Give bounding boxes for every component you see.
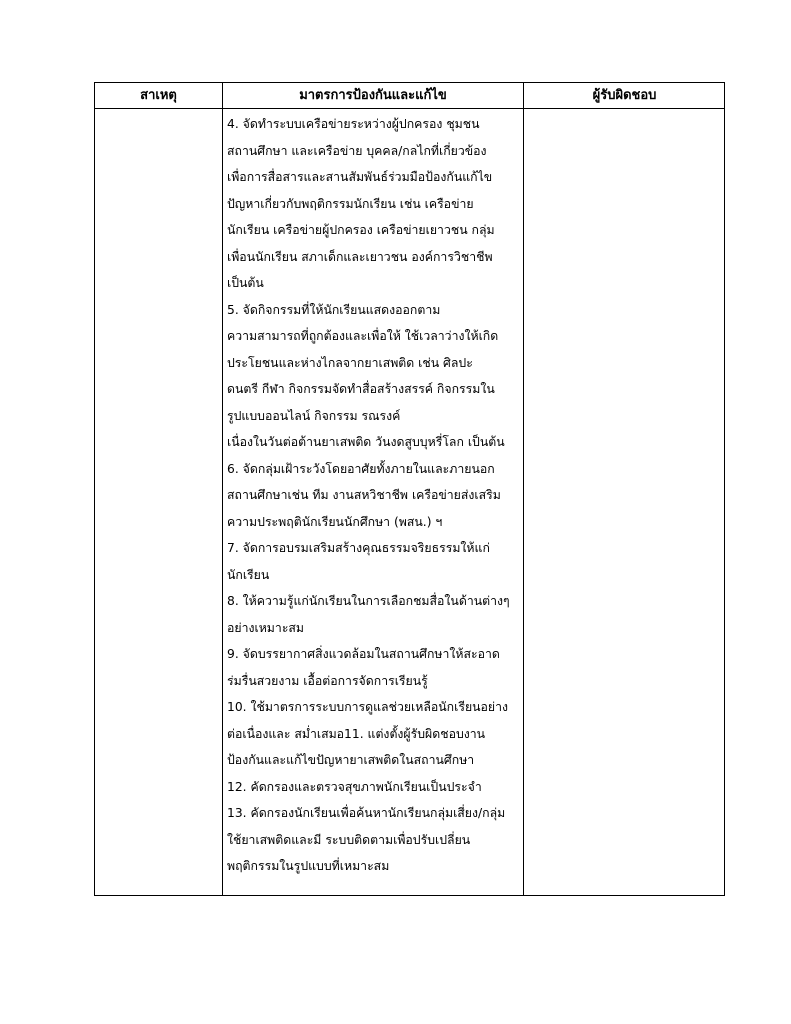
measure-line: สถานศึกษา และเครือข่าย บุคคล/กลไกที่เกี่ยวข้อง	[227, 143, 487, 158]
measure-line: ความประพฤตินักเรียนนักศึกษา (พสน.) ฯ	[227, 514, 443, 529]
header-responsible: ผู้รับผิดชอบ	[592, 88, 657, 103]
header-cause: สาเหตุ	[140, 88, 177, 103]
measure-line: 6. จัดกลุ่มเฝ้าระวังโดยอาศัยทั้งภายในและภายนอก	[227, 461, 495, 476]
measure-line: ความสามารถที่ถูกต้องและเพื่อให้ ใช้เวลาว่างให้เกิด	[227, 329, 499, 343]
measure-line: ต่อเนื่องและ สม่ำเสมอ11. แต่งตั้งผู้รับผิดชอบงาน	[227, 726, 486, 741]
measure-line: 12. คัดกรองและตรวจสุขภาพนักเรียนเป็นประจำ	[227, 779, 482, 794]
measure-line: ใช้ยาเสพติดและมี ระบบติดตามเพื่อปรับเปลี่ยน	[227, 832, 471, 847]
measure-line: เป็นต้น	[227, 276, 264, 290]
measure-line: นักเรียน	[227, 567, 270, 582]
measure-line: นักเรียน เครือข่ายผู้ปกครอง เครือข่ายเยาวชน กลุ่ม	[227, 223, 495, 237]
measure-line: 5. จัดกิจกรรมที่ให้นักเรียนแสดงออกตาม	[227, 302, 441, 317]
measure-line: ร่มรื่นสวยงาม เอื้อต่อการจัดการเรียนรู้	[227, 673, 428, 688]
measure-line: ป้องกันและแก้ไขปัญหายาเสพติดในสถานศึกษา	[227, 753, 475, 767]
measure-line: พฤติกรรมในรูปแบบที่เหมาะสม	[227, 859, 390, 873]
measure-line: ดนตรี กีฬา กิจกรรมจัดทำสื่อสร้างสรรค์ กิจกรรมใน	[227, 382, 495, 396]
measure-line: 13. คัดกรองนักเรียนเพื่อค้นหานักเรียนกลุ่มเสี่ยง/กลุ่ม	[227, 806, 506, 820]
measure-line: เนื่องในวันต่อต้านยาเสพติด วันงดสูบบุหรี่โลก เป็นต้น	[227, 435, 505, 449]
measure-line: รูปแบบออนไลน์ กิจกรรม รณรงค์	[227, 408, 401, 423]
measure-line: เพื่อการสื่อสารและสานสัมพันธ์ร่วมมือป้องกันแก้ไข	[227, 170, 493, 184]
measures-table	[94, 82, 725, 896]
measure-line: 8. ให้ความรู้แก่นักเรียนในการเลือกชมสื่อในด้านต่างๆ	[227, 594, 510, 608]
column-divider-cause	[222, 83, 223, 895]
measure-line: ปัญหาเกี่ยวกับพฤติกรรมนักเรียน เช่น เครือข่าย	[227, 196, 474, 211]
measure-line: 9. จัดบรรยากาศสิ่งแวดล้อมในสถานศึกษาให้สะอาด	[227, 647, 500, 661]
measures-cell	[227, 111, 521, 880]
measure-line: เพื่อนนักเรียน สภาเด็กและเยาวชน องค์การวิชาชีพ	[227, 249, 493, 264]
column-divider-responsible	[523, 83, 524, 895]
table-header-row	[95, 83, 724, 109]
measure-line: 4. จัดทำระบบเครือข่ายระหว่างผู้ปกครอง ชุมชน	[227, 117, 480, 131]
measure-line: 7. จัดการอบรมเสริมสร้างคุณธรรมจริยธรรมให้แก่	[227, 541, 490, 555]
measure-line: อย่างเหมาะสม	[227, 620, 305, 635]
measure-line: 10. ใช้มาตรการระบบการดูแลช่วยเหลือนักเรียนอย่าง	[227, 700, 509, 714]
measure-line: สถานศึกษาเช่น ทีม งานสหวิชาชีพ เครือข่ายส่งเสริม	[227, 488, 501, 502]
measure-line: ประโยชนและห่างไกลจากยาเสพติด เช่น ศิลปะ	[227, 355, 473, 370]
header-measures: มาตรการป้องกันและแก้ไข	[299, 88, 447, 103]
